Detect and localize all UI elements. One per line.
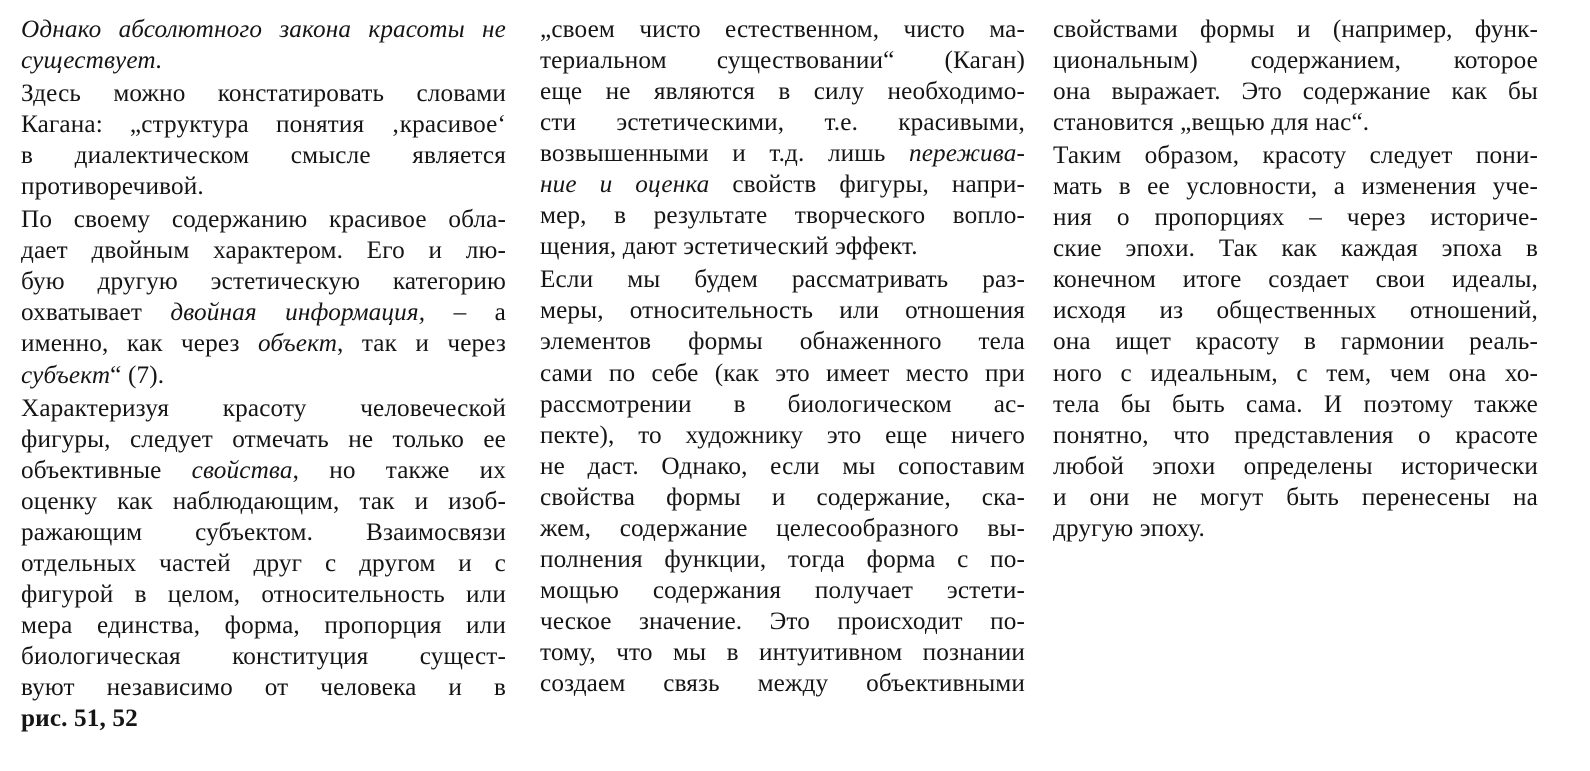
italic-span: ние и оценка [540,171,710,199]
text-line: возвышенными и т.д. лишь пережива- [540,140,1025,168]
text-line: она выражает. Это содержание как бы [1053,78,1538,106]
text-line: ние и оценка свойств фигуры, напри- [540,171,1025,199]
text-line: вуют независимо от человека и в [21,673,506,701]
text-line: По своему содержанию красивое обла- [21,206,506,234]
text-line: Характеризуя красоту человеческой [21,394,506,422]
text-line: ния о пропорциях – через историче- [1053,204,1538,232]
text-line: жем, содержание целесообразного вы- [540,514,1025,542]
text-line: в диалектическом смысле является [21,142,506,170]
text-line: понятно, что представления о красоте [1053,421,1538,449]
italic-span: свойства [191,456,293,484]
text-line: именно, как через объект, так и через [21,330,506,358]
text-line: субъект“ (7). [21,361,165,389]
text-line: любой эпохи определены исторически [1053,452,1538,480]
italic-span: субъект [21,361,111,389]
text-line: мер, в результате творческого вопло- [540,202,1025,230]
text-line: бую другую эстетическую категорию [21,268,506,296]
text-line: она ищет красоту в гармонии реаль- [1053,328,1538,356]
text-line: циональным) содержанием, которое [1053,47,1538,75]
text-line: конечном итоге создает свои идеалы, [1053,266,1538,294]
text-line [21,14,506,45]
italic-span: пережива- [908,140,1025,168]
text-line: фигуры, следует отмечать не только ее [21,425,506,453]
text-line: Если мы будем рассматривать раз- [540,266,1025,294]
text-line: сти эстетическими, т.е. красивыми, [540,109,1025,137]
text-line: меры, относительность или отношения [540,297,1025,325]
text-line: становится „вещью для нас“. [1053,109,1370,137]
text-line: исходя из общественных отношений, [1053,297,1538,325]
text-line: пекте), то художнику это еще ничего [540,421,1025,449]
text-line [21,45,506,76]
text-line: не даст. Однако, если мы сопоставим [540,452,1025,480]
text-line: биологическая конституция сущест- [21,642,506,670]
text-line: создаем связь между объективными [540,669,1025,697]
text-line: свойствами формы и (например, функ- [1053,16,1538,43]
text-line: оценку как наблюдающим, так и изоб- [21,487,506,515]
text-line: щения, дают эстетический эффект. [540,233,918,261]
text-line: мать в ее условности, а изменения уче- [1053,173,1538,201]
text-column-right [1053,14,1538,544]
text-line: ческое значение. Это происходит по- [540,607,1025,635]
text-line: ские эпохи. Так как каждая эпоха в [1053,235,1538,263]
text-line: еще не являются в силу необходимо- [540,78,1025,106]
text-line: мера единства, форма, пропорция или [21,611,506,639]
text-line: и они не могут быть перенесены на [1053,483,1538,511]
text-line: Здесь можно констатировать словами [21,80,506,108]
text-line: ражающим субъектом. Взаимосвязи [21,518,506,546]
text-line: мощью содержания получает эстети- [540,576,1025,604]
text-line: сами по себе (как это имеет место при [540,359,1025,387]
text-line: териальном существовании“ (Каган) [540,47,1025,75]
text-line: дает двойным характером. Его и лю- [21,237,506,265]
text-line: элементов формы обнаженного тела [540,328,1025,356]
text-line: полнения функции, тогда форма с по- [540,545,1025,573]
text-line: ного с идеальным, с тем, чем она хо- [1053,359,1538,387]
text-line: свойства формы и содержание, ска- [540,483,1025,511]
italic-span: двойная информация, [170,299,426,327]
text-line: отдельных частей друг с другом и с [21,549,506,577]
text-line: противоречивой. [21,173,204,201]
text-column-middle [540,14,1025,699]
italic-span: объект [257,330,338,358]
text-line: тому, что мы в интуитивном познании [540,638,1025,666]
text-line: другую эпоху. [1053,514,1205,542]
text-line: „своем чисто естественном, чисто ма- [540,16,1025,43]
text-line: фигурой в целом, относительность или [21,580,506,608]
text-line: Таким образом, красоту следует пони- [1053,142,1538,170]
text-line: тела бы быть сама. И поэтому также [1053,390,1538,418]
text-line: рассмотрении в биологическом ас- [540,390,1025,418]
text-line: охватывает двойная информация, – а [21,299,507,327]
italic-span: Однако абсолютного закона красоты не [21,16,506,43]
text-column-left [21,14,506,734]
italic-span: существует. [21,47,163,75]
text-line: объективные свойства, но также их [21,456,506,484]
figure-reference: рис. 51, 52 [21,705,138,733]
text-line: Кагана: „структура понятия ‚красивое‘ [21,111,506,139]
